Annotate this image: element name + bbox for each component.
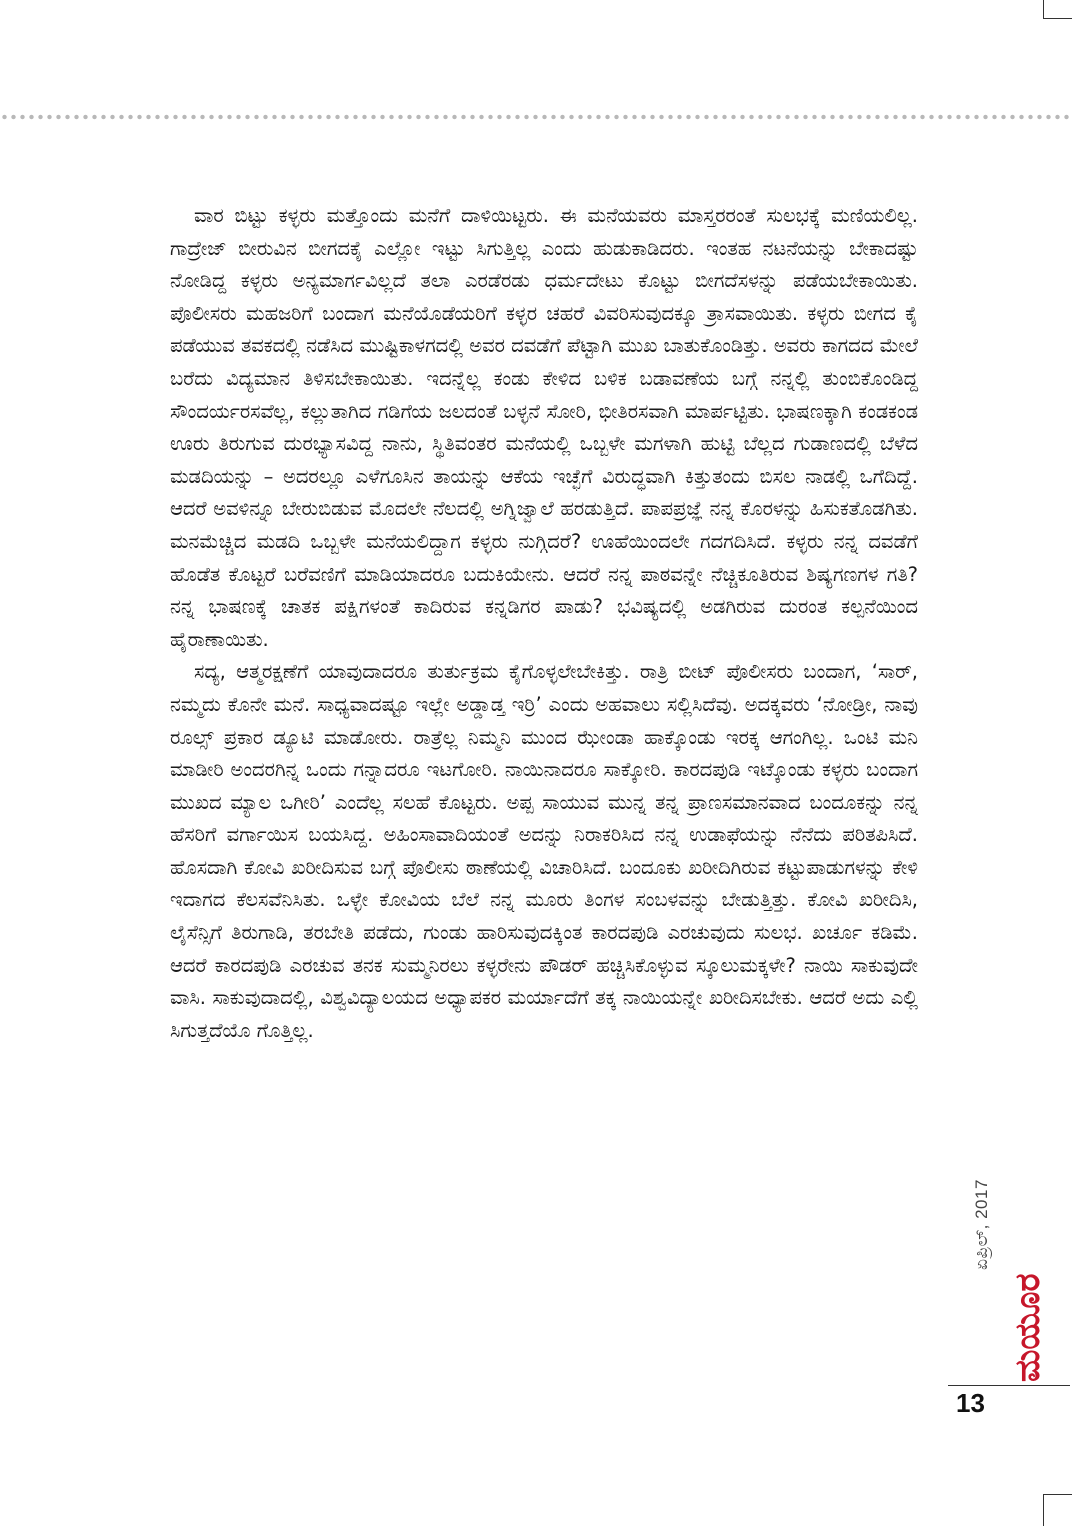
article-body	[170, 200, 918, 1047]
sidebar-masthead	[940, 1100, 1060, 1400]
crop-mark-bottom	[1043, 1494, 1072, 1526]
article-paragraph-1: ವಾರ ಬಿಟ್ಟು ಕಳ್ಳರು ಮತ್ತೊಂದು ಮನೆಗೆ ದಾಳಿಯಿಟ್ಟರು. ಈ ಮನೆಯವರು ಮಾಸ್ತರರಂತೆ ಸುಲಭಕ್ಕೆ ಮಣಿಯಲಿಲ್ಲ. ಗಾದ್ರೇಜ್ ಬೀರುವಿನ ಬೀಗದಕೈ ಎಲ್ಲೋ ಇಟ್ಟು ಸಿಗುತ್ತಿಲ್ಲ ಎಂದು ಹುಡುಕಾಡಿದರು. ಇಂತಹ ನಟನೆಯನ್ನು ಬೇಕಾದಷ್ಟು ನೋಡಿದ್ದ ಕಳ್ಳರು ಅನ್ಯಮಾರ್ಗವಿಲ್ಲದೆ ತಲಾ ಎರಡೆರಡು ಧರ್ಮದೇಟು ಕೊಟ್ಟು ಬೀಗದೆಸಳನ್ನು ಪಡೆಯಬೇಕಾಯಿತು. ಪೊಲೀಸರು ಮಹಜರಿಗೆ ಬಂದಾಗ ಮನೆಯೊಡೆಯರಿಗೆ ಕಳ್ಳರ ಚಹರೆ ವಿವರಿಸುವುದಕ್ಕೂ ತ್ರಾಸವಾಯಿತು. ಕಳ್ಳರು ಬೀಗದ ಕೈ ಪಡೆಯುವ ತವಕದಲ್ಲಿ ನಡೆಸಿದ ಮುಷ್ಟಿಕಾಳಗದಲ್ಲಿ ಅವರ ದವಡೆಗೆ ಪೆಟ್ಟಾಗಿ ಮುಖ ಬಾತುಕೊಂಡಿತ್ತು. ಅವರು ಕಾಗದದ ಮೇಲೆ ಬರೆದು ವಿದ್ಯಮಾನ ತಿಳಿಸಬೇಕಾಯಿತು. ಇದನ್ನೆಲ್ಲ ಕಂಡು ಕೇಳಿದ ಬಳಿಕ ಬಡಾವಣೆಯ ಬಗ್ಗೆ ನನ್ನಲ್ಲಿ ತುಂಬಿಕೊಂಡಿದ್ದ ಸೌಂದರ್ಯರಸವೆಲ್ಲ, ಕಲ್ಲುತಾಗಿದ ಗಡಿಗೆಯ ಜಲದಂತೆ ಬಳ್ಳನೆ ಸೋರಿ, ಭೀತಿರಸವಾಗಿ ಮಾರ್ಪಟ್ಟಿತು. ಭಾಷಣಕ್ಕಾಗಿ ಕಂಡಕಂಡ ಊರು ತಿರುಗುವ ದುರಭ್ಯಾಸವಿದ್ದ ನಾನು, ಸ್ಥಿತಿವಂತರ ಮನೆಯಲ್ಲಿ ಒಬ್ಬಳೇ ಮಗಳಾಗಿ ಹುಟ್ಟಿ ಬೆಲ್ಲದ ಗುಡಾಣದಲ್ಲಿ ಬೆಳೆದ ಮಡದಿಯನ್ನು – ಅದರಲ್ಲೂ ಎಳೆಗೂಸಿನ ತಾಯನ್ನು ಆಕೆಯ ಇಚ್ಛೆಗೆ ವಿರುದ್ಧವಾಗಿ ಕಿತ್ತುತಂದು ಬಿಸಲ ನಾಡಲ್ಲಿ ಒಗೆದಿದ್ದೆ. ಆದರೆ ಅವಳಿನ್ನೂ ಬೇರುಬಿಡುವ ಮೊದಲೇ ನೆಲದಲ್ಲಿ ಅಗ್ನಿಜ್ವಾಲೆ ಹರಡುತ್ತಿದೆ. ಪಾಪಪ್ರಜ್ಞೆ ನನ್ನ ಕೊರಳನ್ನು ಹಿಸುಕತೊಡಗಿತು. ಮನಮೆಚ್ಚಿದ ಮಡದಿ ಒಬ್ಬಳೇ ಮನೆಯಲಿದ್ದಾಗ ಕಳ್ಳರು ನುಗ್ಗಿದರೆ? ಊಹೆಯಿಂದಲೇ ಗದಗದಿಸಿದೆ. ಕಳ್ಳರು ನನ್ನ ದವಡೆಗೆ ಹೊಡೆತ ಕೊಟ್ಟರೆ ಬರೆವಣಿಗೆ ಮಾಡಿಯಾದರೂ ಬದುಕಿಯೇನು. ಆದರೆ ನನ್ನ ಪಾಠವನ್ನೇ ನೆಚ್ಚಿಕೂತಿರುವ ಶಿಷ್ಯಗಣಗಳ ಗತಿ? ನನ್ನ ಭಾಷಣಕ್ಕೆ ಚಾತಕ ಪಕ್ಷಿಗಳಂತೆ ಕಾದಿರುವ ಕನ್ನಡಿಗರ ಪಾಡು? ಭವಿಷ್ಯದಲ್ಲಿ ಅಡಗಿರುವ ದುರಂತ ಕಲ್ಪನೆಯಿಂದ ಹೈರಾಣಾಯಿತು.	[170, 204, 918, 651]
dotted-divider	[0, 114, 1072, 120]
page-number: 13	[956, 1388, 985, 1418]
issue-date: ಏಪ್ರಿಲ್, 2017	[972, 1179, 991, 1270]
magazine-logo: ಮಯೂರ	[1008, 1273, 1048, 1382]
crop-mark-top	[1043, 0, 1072, 19]
article-paragraph-2: ಸದ್ಯ, ಆತ್ಮರಕ್ಷಣೆಗೆ ಯಾವುದಾದರೂ ತುರ್ತುಕ್ರಮ ಕೈಗೊಳ್ಳಲೇಬೇಕಿತ್ತು. ರಾತ್ರಿ ಬೀಟ್ ಪೊಲೀಸರು ಬಂದಾಗ, ‘ಸಾರ್, ನಮ್ಮದು ಕೊನೇ ಮನೆ. ಸಾಧ್ಯವಾದಷ್ಟೂ ಇಲ್ಲೇ ಅಡ್ಡಾಡ್ತ ಇರ್ರಿ’ ಎಂದು ಅಹವಾಲು ಸಲ್ಲಿಸಿದೆವು. ಅದಕ್ಕವರು ‘ನೋಡ್ರೀ, ನಾವು ರೂಲ್ಸ್ ಪ್ರಕಾರ ಡ್ಯೂಟಿ ಮಾಡೋರು. ರಾತ್ರೆಲ್ಲ ನಿಮ್ಮನಿ ಮುಂದ ಝೇಂಡಾ ಹಾಕ್ಕೊಂಡು ಇರಕ್ಕ ಆಗಂಗಿಲ್ಲ. ಒಂಟಿ ಮನಿ ಮಾಡೀರಿ ಅಂದರಗಿನ್ನ ಒಂದು ಗನ್ನಾದರೂ ಇಟಗೋರಿ. ನಾಯಿನಾದರೂ ಸಾಕ್ಕೋರಿ. ಕಾರದಪುಡಿ ಇಟ್ಕೊಂಡು ಕಳ್ಳರು ಬಂದಾಗ ಮುಖದ ಮ್ಯಾಲ ಒಗೀರಿ’ ಎಂದೆಲ್ಲ ಸಲಹೆ ಕೊಟ್ಟರು. ಅಪ್ಪ ಸಾಯುವ ಮುನ್ನ ತನ್ನ ಪ್ರಾಣಸಮಾನವಾದ ಬಂದೂಕನ್ನು ನನ್ನ ಹೆಸರಿಗೆ ವರ್ಗಾಯಿಸ ಬಯಸಿದ್ದ. ಅಹಿಂಸಾವಾದಿಯಂತೆ ಅದನ್ನು ನಿರಾಕರಿಸಿದ ನನ್ನ ಉಡಾಫೆಯನ್ನು ನೆನೆದು ಪರಿತಪಿಸಿದೆ. ಹೊಸದಾಗಿ ಕೋವಿ ಖರೀದಿಸುವ ಬಗ್ಗೆ ಪೊಲೀಸು ಠಾಣೆಯಲ್ಲಿ ವಿಚಾರಿಸಿದೆ. ಬಂದೂಕು ಖರೀದಿಗಿರುವ ಕಟ್ಟುಪಾಡುಗಳನ್ನು ಕೇಳಿ ಇದಾಗದ ಕೆಲಸವೆನಿಸಿತು. ಒಳ್ಳೇ ಕೋವಿಯ ಬೆಲೆ ನನ್ನ ಮೂರು ತಿಂಗಳ ಸಂಬಳವನ್ನು ಬೇಡುತ್ತಿತ್ತು. ಕೋವಿ ಖರೀದಿಸಿ, ಲೈಸೆನ್ಸಿಗೆ ತಿರುಗಾಡಿ, ತರಬೇತಿ ಪಡೆದು, ಗುಂಡು ಹಾರಿಸುವುದಕ್ಕಿಂತ ಕಾರದಪುಡಿ ಎರಚುವುದು ಸುಲಭ. ಖರ್ಚೂ ಕಡಿಮೆ. ಆದರೆ ಕಾರದಪುಡಿ ಎರಚುವ ತನಕ ಸುಮ್ಮನಿರಲು ಕಳ್ಳರೇನು ಪೌಡರ್ ಹಚ್ಚಿಸಿಕೊಳ್ಳುವ ಸ್ಕೂಲುಮಕ್ಕಳೇ? ನಾಯಿ ಸಾಕುವುದೇ ವಾಸಿ. ಸಾಕುವುದಾದಲ್ಲಿ, ವಿಶ್ವವಿದ್ಯಾಲಯದ ಅಧ್ಯಾಪಕರ ಮರ್ಯಾದೆಗೆ ತಕ್ಕ ನಾಯಿಯನ್ನೇ ಖರೀದಿಸಬೇಕು. ಆದರೆ ಅದು ಎಲ್ಲಿ ಸಿಗುತ್ತದೆಯೊ ಗೊತ್ತಿಲ್ಲ.	[170, 660, 918, 1042]
page-number-rule	[948, 1385, 1070, 1386]
